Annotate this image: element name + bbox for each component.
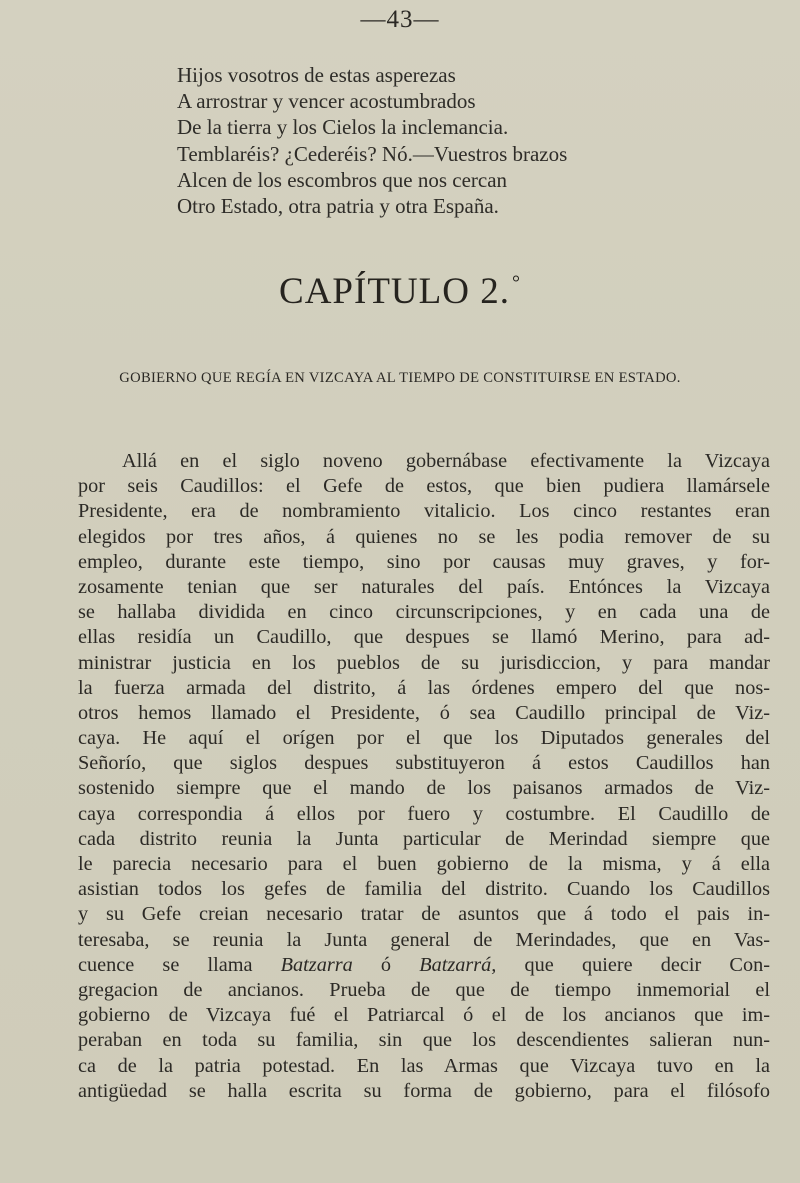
body-line: la fuerza armada del distrito, á las órdenes empero del que nos- [78,676,770,699]
body-line: Allá en el siglo noveno gobernábase efectivamente la Vizcaya [122,450,770,472]
body-line: otros hemos llamado el Presidente, ó sea Caudillo principal de Viz- [78,701,770,724]
body-line: ministrar justicia en los pueblos de su jurisdiccion, y para mandar [78,651,770,674]
body-line: gobierno de Vizcaya fué el Patriarcal ó el de los ancianos que im- [78,1004,770,1027]
body-line: ellas residía un Caudillo, que despues se llamó Merino, para ad- [78,626,770,649]
body-line: Presidente, era de nombramiento vitalicio. Los cinco restantes eran [78,500,770,523]
chapter-degree-sign: ° [511,272,521,294]
verse-line: Alcen de los escombros que nos cercan [177,167,508,192]
body-line: sostenido siempre que el mando de los paisanos armados de Viz- [78,777,770,800]
verse-line: A arrostrar y vencer acostumbrados [177,89,476,114]
body-line: cada distrito reunia la Junta particular de Merindad siempre que [78,827,770,850]
body-line: gregacion de ancianos. Prueba de que de tiempo inmemorial el [78,978,770,1001]
body-line: peraban en toda su familia, sin que los descendientes salieran nun- [78,1029,770,1052]
body-paragraph [78,449,770,1104]
italic-term: Batzarrá, [419,953,497,976]
italic-term: Batzarra [280,953,353,976]
body-line: le parecia necesario para el buen gobierno de la misma, y á ella [78,853,770,875]
body-line: se hallaba dividida en cinco circunscripciones, y en cada una de [78,601,770,624]
body-text-fragment: ó [352,953,420,976]
body-text-fragment: cuence se llama [78,953,281,976]
body-line: Señorío, que siglos despues substituyeron á estos Caudillos han [78,752,770,775]
body-line: por seis Caudillos: el Gefe de estos, que bien pudiera llamársele [78,475,770,498]
body-line: ca de la patria potestad. En las Armas que Vizcaya tuvo en la [78,1054,770,1077]
verse-line: Temblaréis? ¿Cederéis? Nó.—Vuestros brazos [177,141,568,166]
body-line: asistian todos los gefes de familia del distrito. Cuando los Caudillos [78,878,770,901]
body-line: y su Gefe creian necesario tratar de asuntos que á todo el pais in- [78,903,770,926]
section-heading: GOBIERNO QUE REGÍA EN VIZCAYA AL TIEMPO DE CONSTITUIRSE EN ESTADO. [119,370,681,386]
verse-line: Hijos vosotros de estas asperezas [177,63,456,87]
body-line: antigüedad se halla escrita su forma de gobierno, para el filósofo [78,1079,770,1102]
chapter-title [0,270,800,313]
body-text-fragment: que quiere decir Con- [496,953,770,976]
page-number: —43— [360,6,440,33]
body-line: empleo, durante este tiempo, sino por causas muy graves, y for- [78,550,770,573]
chapter-title-text: CAPÍTULO 2. [279,271,510,312]
body-line: caya correspondia á ellos por fuero y costumbre. El Caudillo de [78,802,770,825]
body-line: zosamente tenian que ser naturales del país. Entónces la Vizcaya [78,575,770,598]
body-line: teresaba, se reunia la Junta general de Merindades, que en Vas- [78,928,770,951]
body-line-with-italics [78,953,770,978]
verse-block [177,62,567,219]
verse-line: Otro Estado, otra patria y otra España. [177,194,499,219]
body-line: elegidos por tres años, á quienes no se les podia remover de su [78,525,770,548]
verse-line: De la tierra y los Cielos la inclemancia. [177,115,509,140]
body-line: caya. He aquí el orígen por el que los Diputados generales del [78,727,770,750]
